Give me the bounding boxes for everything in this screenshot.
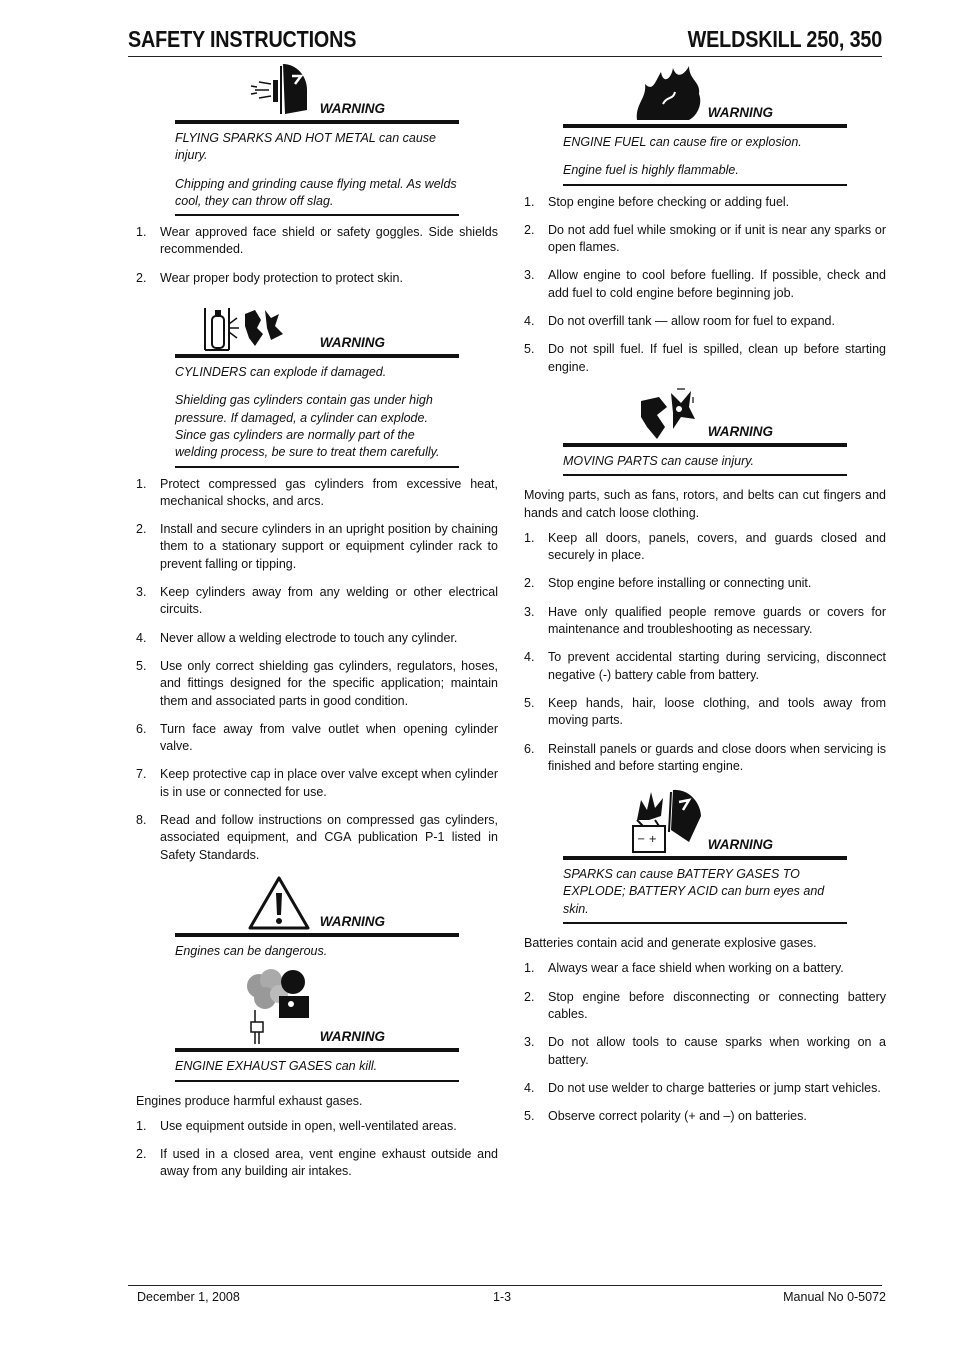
left-column bbox=[136, 60, 498, 1192]
warning-fuel bbox=[563, 60, 847, 186]
list-item: 3. Have only qualified people remove guards or covers for maintenance and troubleshooting as necessary. bbox=[524, 604, 886, 637]
exclamation-triangle-icon bbox=[247, 875, 311, 931]
moving-parts-intro: Moving parts, such as fans, rotors, and belts can cut fingers and hands and catch loose clothing. bbox=[524, 488, 886, 520]
warning-cylinders bbox=[175, 298, 459, 467]
warning-label: WARNING bbox=[707, 423, 773, 439]
hazard-description: Chipping and grinding cause flying metal. As welds cool, they can throw off slag. bbox=[175, 176, 457, 208]
list-item: 2. Stop engine before installing or connecting unit. bbox=[524, 576, 812, 591]
hazard-description: Engine fuel is highly flammable. bbox=[563, 163, 739, 178]
svg-text:− +: − + bbox=[637, 834, 657, 846]
hazard-statement: Engines can be dangerous. bbox=[175, 943, 328, 958]
list-item: 1. Always wear a face shield when working on a battery. bbox=[524, 961, 844, 976]
flying-sparks-steps bbox=[136, 224, 498, 287]
fire-flames-icon bbox=[633, 64, 705, 122]
warning-flying-sparks bbox=[175, 60, 459, 216]
product-title: WELDSKILL 250, 350 bbox=[687, 26, 882, 52]
hazard-statement: ENGINE EXHAUST GASES can kill. bbox=[175, 1059, 378, 1074]
list-item: 5. Do not spill fuel. If fuel is spilled, clean up before starting engine. bbox=[524, 342, 886, 374]
list-item: 2. If used in a closed area, vent engine exhaust outside and away from any building air intakes. bbox=[136, 1147, 498, 1179]
list-item: 5. Keep hands, hair, loose clothing, and tools away from moving parts. bbox=[524, 695, 886, 728]
cylinder-explosion-icon bbox=[199, 304, 289, 352]
list-item: 1. Keep all doors, panels, covers, and guards closed and securely in place. bbox=[524, 530, 886, 563]
list-item: 6. Turn face away from valve outlet when opening cylinder valve. bbox=[136, 721, 498, 754]
list-item: 1. Wear approved face shield or safety goggles. Side shields recommended. bbox=[136, 225, 498, 257]
list-item: 2. Do not add fuel while smoking or if unit is near any sparks or open flames. bbox=[524, 222, 886, 255]
list-item: 2. Wear proper body protection to protect skin. bbox=[136, 270, 403, 285]
list-item: 3. Keep cylinders away from any welding or other electrical circuits. bbox=[136, 585, 498, 617]
list-item: 4. Do not use welder to charge batteries or jump start vehicles. bbox=[524, 1080, 881, 1095]
warning-label: WARNING bbox=[319, 913, 385, 929]
list-item: 1. Stop engine before checking or adding fuel. bbox=[524, 194, 790, 209]
list-item: 6. Reinstall panels or guards and close doors when servicing is finished and before starting engine. bbox=[524, 741, 886, 773]
warning-battery bbox=[563, 786, 847, 924]
exhaust-fumes-icon bbox=[245, 966, 315, 1046]
fuel-steps bbox=[524, 194, 886, 376]
section-title: SAFETY INSTRUCTIONS bbox=[128, 26, 357, 52]
manual-number: Manual No 0-5072 bbox=[783, 1290, 886, 1304]
list-item: 7. Keep protective cap in place over valve except when cylinder is in use or connected for use. bbox=[136, 767, 498, 799]
list-item: 4. To prevent accidental starting during servicing, disconnect negative (-) battery cable from battery. bbox=[524, 650, 886, 682]
list-item: 3. Do not allow tools to cause sparks when working on a battery. bbox=[524, 1035, 886, 1067]
list-item: 8. Read and follow instructions on compressed gas cylinders, associated equipment, and CGA publication P-1 listed in Safety Standards. bbox=[136, 813, 498, 862]
battery-steps bbox=[524, 960, 886, 1125]
exhaust-steps bbox=[136, 1118, 498, 1181]
battery-explosion-icon bbox=[629, 786, 705, 854]
exhaust-intro: Engines produce harmful exhaust gases. bbox=[136, 1093, 363, 1108]
warning-engines bbox=[175, 875, 459, 960]
warning-label: WARNING bbox=[707, 836, 773, 852]
warning-label: WARNING bbox=[319, 1028, 385, 1044]
hazard-statement: CYLINDERS can explode if damaged. bbox=[175, 365, 387, 380]
hazard-statement: MOVING PARTS can cause injury. bbox=[563, 453, 755, 468]
face-shield-sparks-icon bbox=[245, 60, 315, 118]
list-item: 2. Stop engine before disconnecting or connecting battery cables. bbox=[524, 989, 886, 1021]
moving-parts-steps bbox=[524, 530, 886, 775]
list-item: 1. Protect compressed gas cylinders from excessive heat, mechanical shocks, and arcs. bbox=[136, 476, 498, 508]
hazard-description: Shielding gas cylinders contain gas under high pressure. If damaged, a cylinder can explode. Since gas cylinders are normally part of the welding process, be sure to treat them carefully. bbox=[175, 393, 440, 460]
hazard-statement: FLYING SPARKS AND HOT METAL can cause injury. bbox=[175, 131, 436, 163]
warning-label: WARNING bbox=[707, 104, 773, 120]
page-footer bbox=[128, 1285, 886, 1304]
warning-label: WARNING bbox=[319, 100, 385, 116]
hazard-statement: SPARKS can cause BATTERY GASES TO EXPLODE; BATTERY ACID can burn eyes and skin. bbox=[563, 867, 825, 916]
page-number: 1-3 bbox=[493, 1290, 512, 1304]
page-header bbox=[128, 24, 882, 57]
list-item: 5. Observe correct polarity (+ and –) on batteries. bbox=[524, 1109, 807, 1124]
warning-moving-parts bbox=[563, 387, 847, 476]
list-item: 4. Do not overfill tank — allow room for fuel to expand. bbox=[524, 314, 835, 329]
warning-exhaust bbox=[175, 964, 459, 1081]
warning-label: WARNING bbox=[319, 334, 385, 350]
list-item: 1. Use equipment outside in open, well-ventilated areas. bbox=[136, 1118, 457, 1133]
right-column bbox=[524, 60, 886, 1136]
footer-date: December 1, 2008 bbox=[137, 1290, 240, 1304]
list-item: 5. Use only correct shielding gas cylinders, regulators, hoses, and fittings designed for the specific application; maintain them and associated parts in good condition. bbox=[136, 658, 498, 708]
hand-fan-blade-icon bbox=[637, 387, 697, 441]
list-item: 4. Never allow a welding electrode to touch any cylinder. bbox=[136, 630, 458, 645]
list-item: 2. Install and secure cylinders in an upright position by chaining them to a stationary support or equipment cylinder rack to prevent falling or tipping. bbox=[136, 522, 498, 571]
battery-intro: Batteries contain acid and generate explosive gases. bbox=[524, 936, 817, 951]
hazard-statement: ENGINE FUEL can cause fire or explosion. bbox=[563, 135, 802, 149]
cylinder-steps bbox=[136, 476, 498, 864]
list-item: 3. Allow engine to cool before fuelling. If possible, check and add fuel to cold engine before beginning job. bbox=[524, 268, 886, 300]
